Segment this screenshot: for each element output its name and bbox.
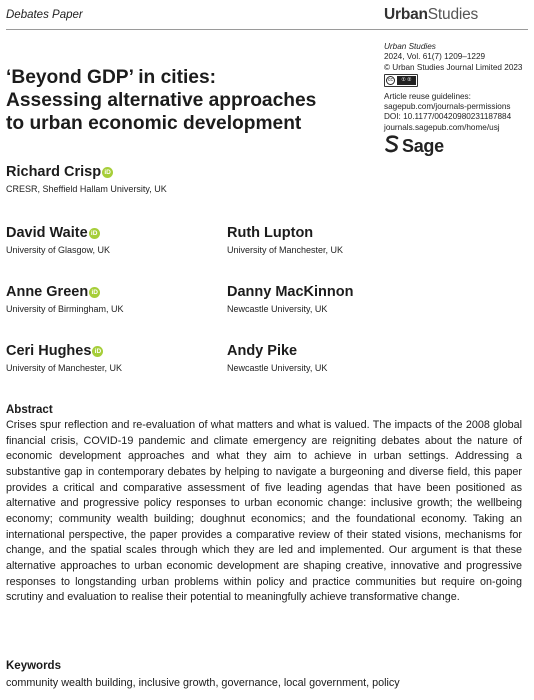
author-name: Ruth Lupton [227,225,314,241]
author-6 [6,342,122,373]
author-3 [227,224,343,255]
header-rule [6,29,528,30]
cc-terms-icon: ① ② [397,76,416,85]
author-name: Ceri Hughes [6,343,92,359]
meta-home-link[interactable]: journals.sagepub.com/home/usj [384,122,500,132]
journal-logo [384,6,478,24]
keywords-heading: Keywords [6,660,61,672]
article-title [6,66,366,135]
orcid-icon[interactable]: iD [102,167,113,178]
orcid-icon[interactable]: iD [89,287,100,298]
article-type-label: Debates Paper [6,9,83,21]
orcid-icon[interactable]: iD [89,228,100,239]
meta-reuse-label: Article reuse guidelines: [384,91,471,101]
meta-journal: Urban Studies [384,42,436,51]
author-name: Anne Green [6,284,89,300]
author-affiliation: CRESR, Sheffield Hallam University, UK [6,184,167,194]
author-7 [227,342,327,373]
cc-license-icon[interactable] [384,74,418,87]
author-affiliation: University of Birmingham, UK [6,304,124,314]
author-affiliation: Newcastle University, UK [227,304,328,314]
author-5 [227,283,353,314]
journal-logo-light: Studies [427,6,479,23]
author-name: Danny MacKinnon [227,284,354,300]
sage-s-icon [385,135,399,157]
author-2 [6,224,110,255]
title-line-3: to urban economic development [6,113,302,134]
publisher-logo [385,135,444,157]
publisher-name: Sage [402,135,444,156]
cc-circle-icon: cc [388,77,393,84]
keywords-list: community wealth building, inclusive growth, governance, local government, policy [6,677,400,689]
title-line-2: Assessing alternative approaches [6,90,317,111]
title-line-1: ‘Beyond GDP’ in cities: [6,67,217,88]
author-name: David Waite [6,225,88,241]
meta-permissions-link[interactable]: sagepub.com/journals-permissions [384,102,511,112]
article-meta [384,42,530,133]
author-affiliation: University of Manchester, UK [227,245,344,255]
abstract-body: Crises spur reflection and re-evaluation of what matters and what is valued. The impacts of the 2008 global financial crisis, COVID-19 pandemic and climate emergency are reigniting debates about the nature of economic development approaches and what they aim to achieve in urban settings. Addressing a substantive gap in contemporary debates by helping to navigate a burgeoning and diverse field, this paper provides a critical and comparative assessment of five leading agendas that have been positioned as alternative and progressive policy responses to urban economic change: inclusive growth; the wellbeing economy; community wealth building; doughnut economics; and the foundational economy. Taking an international perspective, the paper provides a comparative review of their stated visions, mechanisms for change, and the spatial scales through which they are led and implemented. Our argument is that these alternative approaches to urban economic development are shaping creative, innovative and progressive responses to longstanding urban problems within policy and practice communities but require on-going scrutiny and evaluation to realise their potential to meaningfully achieve transformative change. [6,419,522,604]
author-name: Andy Pike [227,343,298,359]
author-affiliation: Newcastle University, UK [227,363,328,373]
journal-logo-bold: Urban [384,6,428,23]
author-4 [6,283,124,314]
orcid-icon[interactable]: iD [92,346,103,357]
author-name: Richard Crisp [6,164,102,180]
meta-copyright: © Urban Studies Journal Limited 2023 [384,62,523,72]
meta-volume: 2024, Vol. 61(7) 1209–1229 [384,52,486,62]
author-affiliation: University of Glasgow, UK [6,245,111,255]
meta-doi[interactable]: DOI: 10.1177/00420980231187884 [384,112,512,122]
author-1 [6,163,167,194]
abstract-heading: Abstract [6,404,53,416]
author-affiliation: University of Manchester, UK [6,363,123,373]
